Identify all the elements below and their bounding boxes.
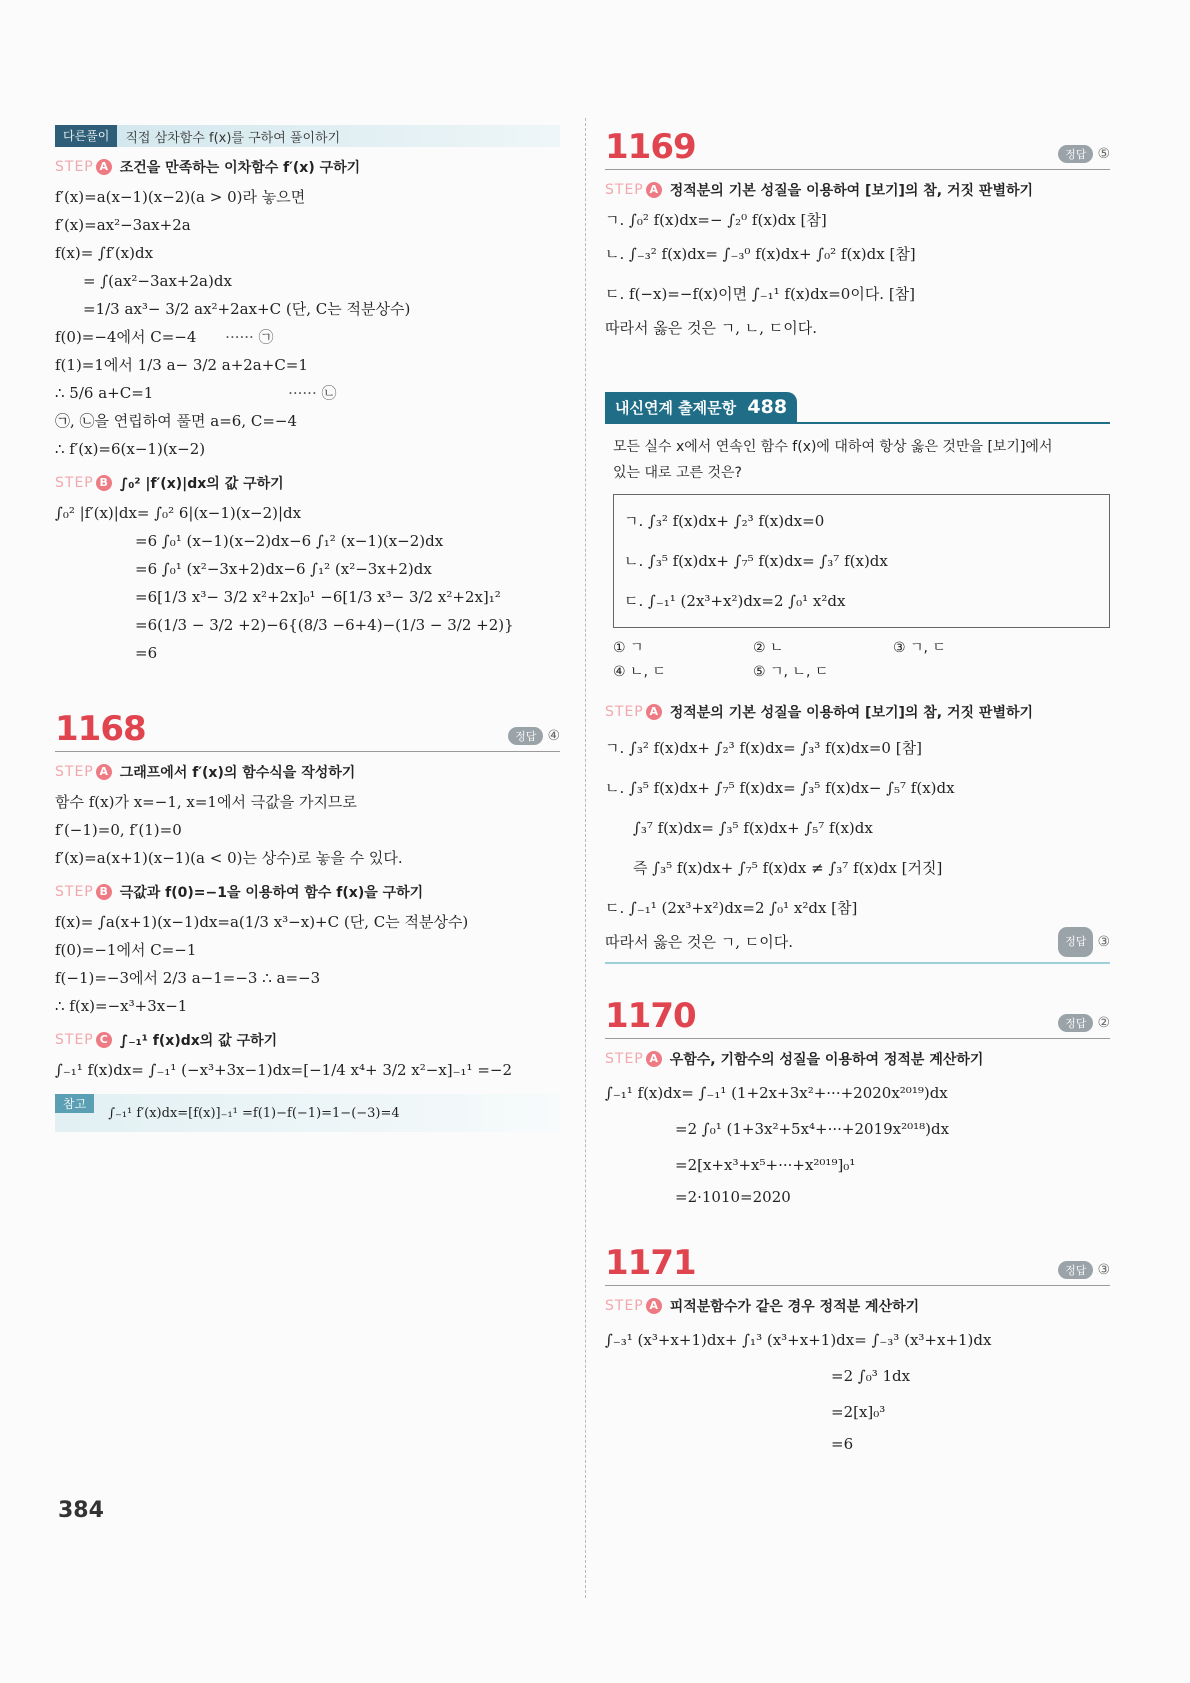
math-line: f′(x)=a(x+1)(x−1)(a < 0)는 상수)로 놓을 수 있다.	[55, 849, 403, 867]
choice: ② ㄴ	[753, 640, 784, 656]
step-a-heading	[605, 180, 1110, 200]
page-number: 384	[58, 1498, 104, 1523]
math-line: = ∫(ax²−3ax+2a)dx	[83, 272, 232, 290]
step-title: 극값과 f(0)=−1을 이용하여 함수 f(x)을 구하기	[119, 885, 424, 901]
right-column	[605, 125, 1110, 1458]
step-b-heading	[55, 882, 560, 902]
step-badge: A	[96, 159, 112, 175]
step-word: STEP	[55, 764, 94, 780]
math-line: =6 ∫₀¹ (x²−3x+2)dx−6 ∫₁² (x²−3x+2)dx	[135, 560, 432, 578]
math-line: f(x)= ∫f′(x)dx	[55, 244, 154, 262]
math-line: =6(1/3 − 3/2 +2)−6{(8/3 −6+4)−(1/3 − 3/2 +2)}	[135, 616, 514, 634]
math-line: =6[1/3 x³− 3/2 x²+2x]₀¹ −6[1/3 x³− 3/2 x²+2x]₁²	[135, 588, 501, 606]
problem-number: 1170	[605, 996, 696, 1036]
math-line: ㄴ. ∫₋₃² f(x)dx= ∫₋₃⁰ f(x)dx+ ∫₀² f(x)dx [참]	[605, 245, 916, 263]
math-line: ㄴ. ∫₃⁵ f(x)dx+ ∫₇⁵ f(x)dx= ∫₃⁵ f(x)dx− ∫₅⁷ f(x)dx	[605, 779, 955, 797]
alt-solution-tag: 다른풀이	[55, 125, 117, 147]
step-word: STEP	[55, 475, 94, 491]
linked-problem-label: 내신연계 출제문항	[615, 399, 737, 417]
step-a-heading	[55, 157, 560, 177]
answer-label: 정답	[1058, 927, 1093, 957]
problem-1170-header	[605, 994, 1110, 1039]
math-line: 즉 ∫₃⁵ f(x)dx+ ∫₇⁵ f(x)dx ≠ ∫₃⁷ f(x)dx [거짓]	[633, 859, 943, 877]
text-line: 함수 f(x)가 x=−1, x=1에서 극값을 가지므로	[55, 793, 357, 811]
step-a-heading	[605, 702, 1110, 722]
step-badge: C	[96, 1032, 112, 1048]
math-line: f′(x)=ax²−3ax+2a	[55, 216, 191, 234]
question-line: 모든 실수 x에서 연속인 함수 f(x)에 대하여 항상 옳은 것만을 [보기]에서	[613, 439, 1053, 455]
math-line: =6	[831, 1435, 854, 1453]
conclusion-text: 따라서 옳은 것은 ㄱ, ㄷ이다.	[605, 933, 793, 951]
step-badge: A	[96, 764, 112, 780]
answer-value: ④	[547, 728, 560, 744]
math-line: =2[x]₀³	[831, 1403, 886, 1421]
answer-value: ③	[1097, 934, 1110, 950]
alt-solution-text: 직접 삼차함수 f(x)를 구하여 풀이하기	[125, 130, 341, 146]
answer-badge	[1058, 927, 1110, 957]
conclusion-row	[605, 928, 1110, 956]
math-line: =6 ∫₀¹ (x−1)(x−2)dx−6 ∫₁² (x−1)(x−2)dx	[135, 532, 444, 550]
bogi-item: ㄴ. ∫₃⁵ f(x)dx+ ∫₇⁵ f(x)dx= ∫₃⁷ f(x)dx	[624, 552, 888, 570]
answer-label: 정답	[1058, 1261, 1093, 1279]
equation-f0: f(0)=−4에서 C=−4	[55, 328, 197, 346]
step-a-heading	[605, 1049, 1110, 1069]
math-line: ∫₋₃¹ (x³+x+1)dx+ ∫₁³ (x³+x+1)dx= ∫₋₃³ (x³+x+1)dx	[605, 1331, 992, 1349]
choice: ⑤ ㄱ, ㄴ, ㄷ	[753, 664, 829, 680]
step-word: STEP	[605, 182, 644, 198]
step-badge: B	[96, 884, 112, 900]
column-divider	[585, 118, 586, 1598]
math-line: ∫₋₁¹ f(x)dx= ∫₋₁¹ (1+2x+3x²+···+2020x²⁰¹⁹)dx	[605, 1084, 948, 1102]
answer-badge	[1058, 1014, 1110, 1032]
step-title: 조건을 만족하는 이차함수 f′(x) 구하기	[119, 160, 361, 176]
problem-1168-header	[55, 707, 560, 752]
step-title: 우함수, 기함수의 성질을 이용하여 정적분 계산하기	[669, 1052, 984, 1068]
step-badge: A	[646, 1298, 662, 1314]
step-badge: A	[646, 1051, 662, 1067]
step-word: STEP	[55, 884, 94, 900]
math-line: f(−1)=−3에서 2/3 a−1=−3 ∴ a=−3	[55, 969, 321, 987]
math-line: ∴ f(x)=−x³+3x−1	[55, 997, 188, 1015]
choice: ③ ㄱ, ㄷ	[893, 640, 946, 656]
step-a-heading	[605, 1296, 1110, 1316]
linked-problem-banner	[605, 392, 1110, 424]
answer-value: ⑤	[1097, 146, 1110, 162]
note-text: ∫₋₁¹ f′(x)dx=[f(x)]₋₁¹ =f(1)−f(−1)=1−(−3)=4	[108, 1105, 400, 1121]
math-line: ㄷ. f(−x)=−f(x)이면 ∫₋₁¹ f(x)dx=0이다. [참]	[605, 285, 916, 303]
step-c-heading	[55, 1030, 560, 1050]
math-line: ∴ f′(x)=6(x−1)(x−2)	[55, 440, 206, 458]
problem-number: 1169	[605, 127, 696, 167]
answer-value: ③	[1097, 1262, 1110, 1278]
answer-badge	[1058, 1261, 1110, 1279]
bogi-item: ㄱ. ∫₃² f(x)dx+ ∫₂³ f(x)dx=0	[624, 512, 825, 530]
question-line: 있는 대로 고른 것은?	[613, 465, 742, 481]
step-title: 그래프에서 f′(x)의 함수식을 작성하기	[119, 765, 356, 781]
math-line: ∫₀² |f′(x)|dx= ∫₀² 6|(x−1)(x−2)|dx	[55, 504, 302, 522]
math-line: f′(x)=a(x−1)(x−2)(a > 0)라 놓으면	[55, 188, 306, 206]
answer-badge	[508, 727, 560, 745]
problem-number: 1171	[605, 1243, 696, 1283]
math-line: =1/3 ax³− 3/2 ax²+2ax+C (단, C는 적분상수)	[83, 300, 411, 318]
choice: ④ ㄴ, ㄷ	[613, 664, 666, 680]
math-line: ∫₃⁷ f(x)dx= ∫₃⁵ f(x)dx+ ∫₅⁷ f(x)dx	[633, 819, 873, 837]
math-line: =2 ∫₀³ 1dx	[831, 1367, 911, 1385]
answer-label: 정답	[1058, 1014, 1093, 1032]
bogi-item: ㄷ. ∫₋₁¹ (2x³+x²)dx=2 ∫₀¹ x²dx	[624, 592, 846, 610]
step-title: ∫₀² |f′(x)|dx의 값 구하기	[119, 476, 284, 492]
note-tag: 참고	[55, 1094, 94, 1113]
choice: ① ㄱ	[613, 640, 644, 656]
math-line: f(x)= ∫a(x+1)(x−1)dx=a(1/3 x³−x)+C (단, C는 적분상수)	[55, 913, 469, 931]
step-title: ∫₋₁¹ f(x)dx의 값 구하기	[119, 1033, 278, 1049]
step-title: 정적분의 기본 성질을 이용하여 [보기]의 참, 거짓 판별하기	[669, 705, 1034, 721]
step-a-heading	[55, 762, 560, 782]
answer-choices	[605, 636, 1110, 684]
step-badge: A	[646, 182, 662, 198]
math-line: =2[x+x³+x⁵+···+x²⁰¹⁹]₀¹	[675, 1156, 856, 1174]
step-word: STEP	[55, 1032, 94, 1048]
math-line: f(0)=−1에서 C=−1	[55, 941, 197, 959]
math-line: ㄱ. ∫₀² f(x)dx=− ∫₂⁰ f(x)dx [참]	[605, 211, 827, 229]
problem-number: 1168	[55, 709, 146, 749]
problem-1171-header	[605, 1241, 1110, 1286]
step-title: 정적분의 기본 성질을 이용하여 [보기]의 참, 거짓 판별하기	[669, 183, 1034, 199]
problem-1169-header	[605, 125, 1110, 170]
math-line: =2 ∫₀¹ (1+3x²+5x⁴+···+2019x²⁰¹⁸)dx	[675, 1120, 950, 1138]
alt-solution-banner	[55, 125, 560, 147]
bogi-box	[613, 494, 1110, 628]
math-line: =6	[135, 644, 158, 662]
step-b-heading	[55, 473, 560, 493]
text-line: 따라서 옳은 것은 ㄱ, ㄴ, ㄷ이다.	[605, 319, 818, 337]
step-title: 피적분함수가 같은 경우 정적분 계산하기	[669, 1299, 920, 1315]
note-box	[55, 1094, 560, 1132]
answer-value: ②	[1097, 1015, 1110, 1031]
math-line	[55, 323, 560, 351]
answer-label: 정답	[508, 727, 543, 745]
equation-therefore: ∴ 5/6 a+C=1	[55, 384, 154, 402]
step-badge: A	[646, 704, 662, 720]
answer-label: 정답	[1058, 145, 1093, 163]
math-line: f′(−1)=0, f′(1)=0	[55, 821, 182, 839]
step-badge: B	[96, 475, 112, 491]
linked-problem-number: 488	[747, 396, 788, 418]
step-word: STEP	[605, 1051, 644, 1067]
step-word: STEP	[55, 159, 94, 175]
math-line: ∫₋₁¹ f(x)dx= ∫₋₁¹ (−x³+3x−1)dx=[−1/4 x⁴+ 3/2 x²−x]₋₁¹ =−2	[55, 1061, 513, 1079]
math-line: =2·1010=2020	[675, 1188, 791, 1206]
equation-marker: ······ ㉡	[288, 384, 337, 402]
math-line: ㄱ. ∫₃² f(x)dx+ ∫₂³ f(x)dx= ∫₃³ f(x)dx=0 [참]	[605, 739, 922, 757]
answer-badge	[1058, 145, 1110, 163]
math-line: ㉠, ㉡을 연립하여 풀면 a=6, C=−4	[55, 412, 298, 430]
math-line	[55, 379, 560, 407]
equation-marker: ······ ㉠	[225, 328, 274, 346]
left-column	[55, 125, 560, 1132]
math-line: ㄷ. ∫₋₁¹ (2x³+x²)dx=2 ∫₀¹ x²dx [참]	[605, 899, 858, 917]
step-word: STEP	[605, 1298, 644, 1314]
linked-problem-tag	[605, 392, 797, 422]
math-line: f(1)=1에서 1/3 a− 3/2 a+2a+C=1	[55, 356, 308, 374]
step-word: STEP	[605, 704, 644, 720]
